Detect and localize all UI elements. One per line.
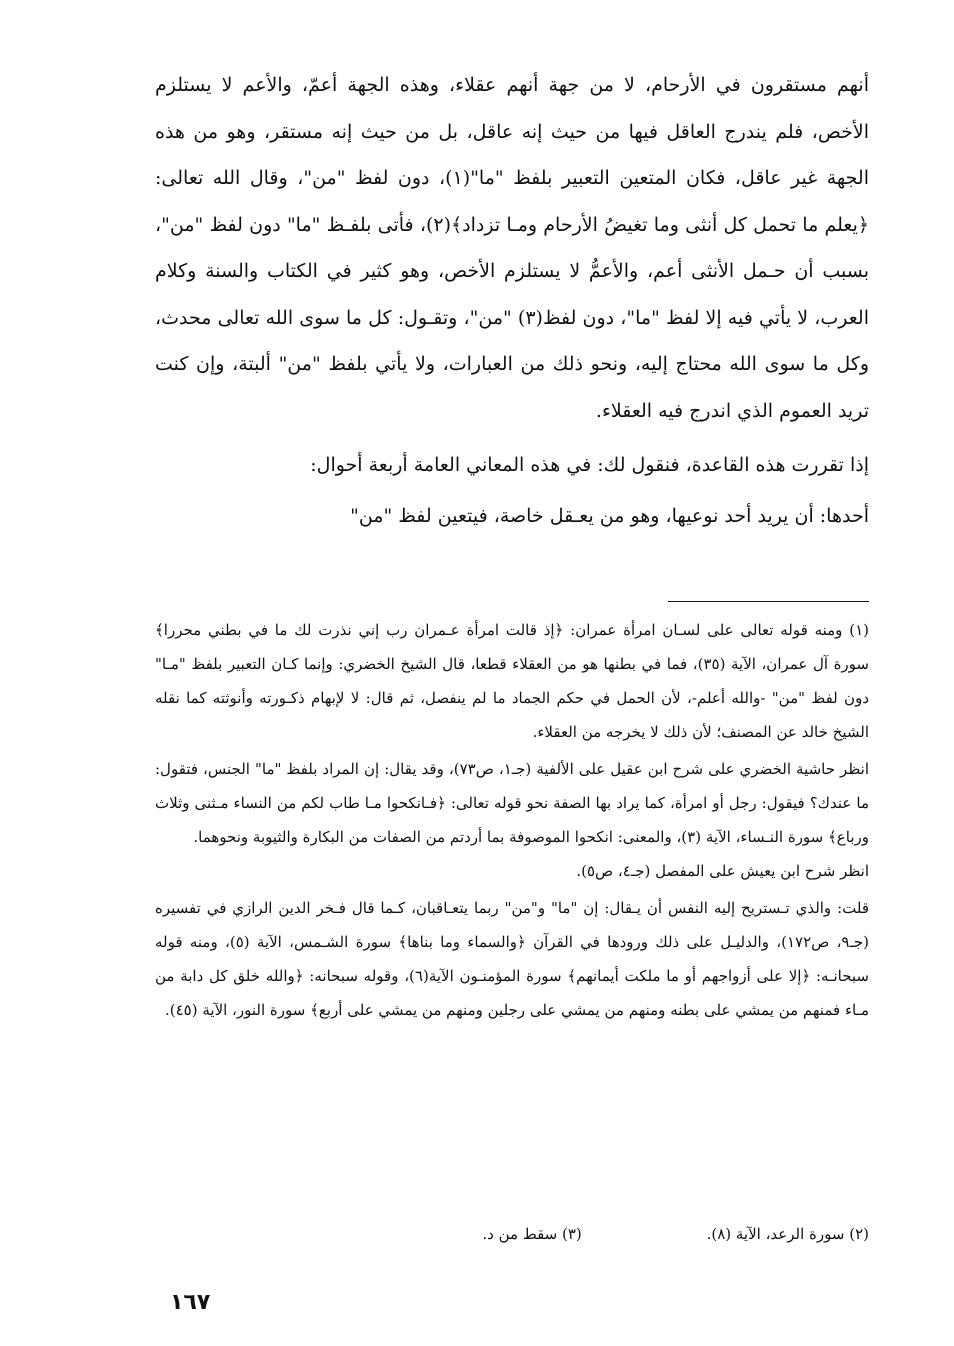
main-paragraph-3: أحدها: أن يريد أحد نوعيها، وهو من يعـقل خاصة، فيتعين لفظ "من" bbox=[350, 504, 869, 527]
footnote-1-part-c: انظر شرح ابن يعيش على المفصل (جـ٤، ص٥). bbox=[576, 862, 869, 880]
footnote-separator bbox=[668, 601, 869, 602]
footnotes-bottom-row bbox=[155, 1217, 869, 1251]
footnote-1-part-b: انظر حاشية الخضري على شرح ابن عقيل على الألفية (جـ١، ص٧٣)، وقد يقال: إن المراد بلفظ "ما" الجنس، فتقول: ما عندك؟ فيقول: رجل أو امرأة، كما يراد بها الصفة نحو قوله تعالى: ﴿فـانكحوا مـا طاب لكم من النساء مـثنى وثلاث ورباع﴾ سورة النـساء، الآية (٣)، والمعنى: انكحوا الموصوفة بما أردتم من الصفات من البكارة والثيوبة ونحوهما. bbox=[155, 760, 869, 846]
main-paragraph-1: أنهم مستقرون في الأرحام، لا من جهة أنهم عقلاء، وهذه الجهة أعمّ، والأعم لا يستلزم الأخص، فلم يندرج العاقل فيها من حيث إنه عاقل، بل من حيث إنه مستقر، وهو من هذه الجهة غير عاقل، فكان المتعين التعبير بلفظ "ما"(١)، دون لفظ "من"، وقال الله تعالى: ﴿يعلم ما تحمل كل أنثى وما تغيضُ الأرحام ومـا تزداد﴾(٢)، فأتى بلفـظ "ما" دون لفظ "من"، بسبب أن حـمل الأنثى أعم، والأعمُّ لا يستلزم الأخص، وهو كثير في الكتاب والسنة وكلام العرب، لا يأتي فيه إلا لفظ "ما"، دون لفظ(٣) "من"، وتقـول: كل ما سوى الله تعالى محدث، وكل ما سوى الله محتاج إليه، ونحو ذلك من العبارات، ولا يأتي بلفظ "من" ألبتة، وإن كنت تريد العموم الذي اندرج فيه العقلاء. bbox=[155, 74, 870, 422]
footnote-1-part-a: (١) ومنه قوله تعالى على لسـان امرأة عمران: ﴿إذ قالت امرأة عـمران رب إني نذرت لك ما في بطني محررا﴾ سورة آل عمران، الآية (٣٥)، فما في بطنها هو من العقلاء قطعا، قال الشيخ الخضري: وإنما كـان التعبير بلفظ "مـا" دون لفظ "من" -والله أعلم-، لأن الحمل في حكم الجماد ما لم ينفصل، ثم قال: لا لإبهام ذكـورته وأنوثته كما نقله الشيخ خالد عن المصنف؛ لأن ذلك لا يخرجه من العقلاء. bbox=[155, 621, 869, 741]
footnote-2: (٢) سورة الرعد، الآية (٨). bbox=[706, 1225, 869, 1243]
main-text bbox=[155, 62, 869, 539]
footnotes bbox=[155, 613, 869, 1027]
main-paragraph-2: إذا تقررت هذه القاعدة، فنقول لك: في هذه المعاني العامة أربعة أحوال: bbox=[310, 454, 869, 476]
footnote-1-part-d: قلت: والذي تـستريح إليه النفس أن يـقال: إن "ما" و"من" ربما يتعـاقبان، كـما قال فـخر الدين الرازي في تفسيره (جـ٩، ص١٧٢)، والدليـل على ذلك ورودها في القرآن ﴿والسماء وما بناها﴾ سورة الشـمس، الآية (٥)، ومنه قوله سبحانـه: ﴿إلا على أزواجهم أو ما ملكت أيمانهم﴾ سورة المؤمنـون الآية(٦)، وقوله سبحانه: ﴿والله خلق كل دابة من مـاء فمنهم من يمشي على بطنه ومنهم من يمشي على رجلين ومنهم من يمشي على أربع﴾ سورة النور، الآية (٤٥). bbox=[155, 899, 869, 1019]
page-number: ١٦٧ bbox=[170, 1290, 211, 1315]
footnote-3: (٣) سقط من د. bbox=[482, 1225, 582, 1243]
